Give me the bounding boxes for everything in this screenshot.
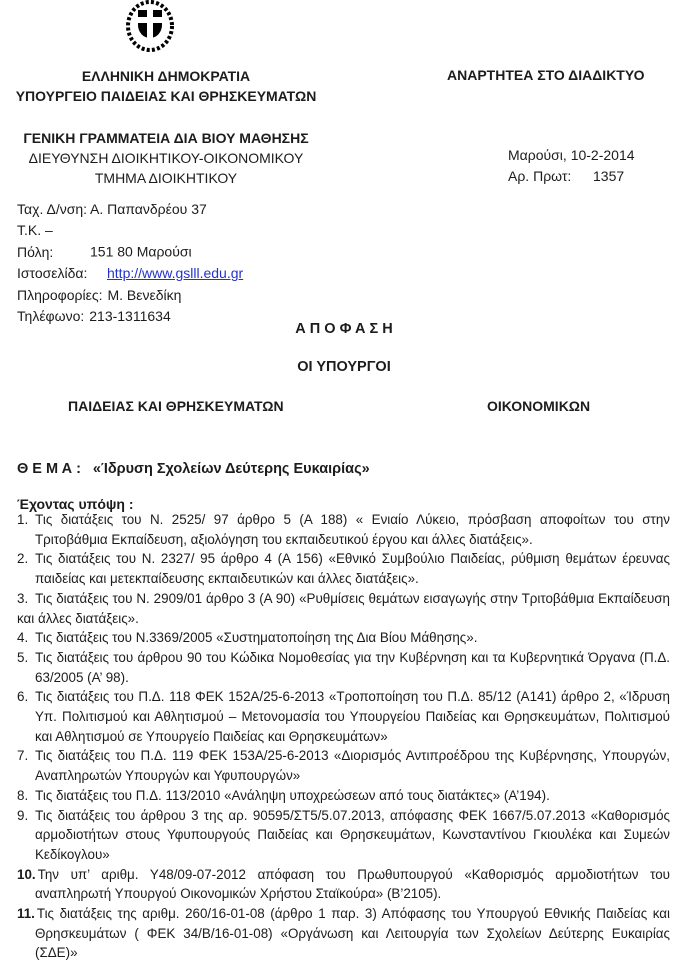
letterhead-spacer <box>0 106 332 128</box>
information-row <box>17 285 337 306</box>
consideration-item-3 <box>17 589 670 628</box>
item-number: 3. <box>17 590 29 606</box>
item-text: Τις διατάξεις του άρθρου 3 της αρ. 90595/ΣΤ5/5.07.2013, απόφασης ΦΕΚ 1667/5.07.2013 «Καθορισμός αρμοδιοτήτων στους Υφυπουργούς Παιδείας και Θρησκευμάτων, Κωνσταντίνου Γκιουλέκα και Συμεών Κεδίκογλου» <box>35 807 670 862</box>
item-text: Τις διατάξεις του Π.Δ. 119 ΦΕΚ 153Α/25-6-2013 «Διορισμός Αντιπροέδρου της Κυβέρνησης, Υπουργών, Αναπληρωτών Υπουργών και Υφυπουργών» <box>35 748 670 784</box>
item-text: Τις διατάξεις του Π.Δ. 113/2010 «Ανάληψη υποχρεώσεων από τους διατάκτες» (Α’194). <box>35 787 550 803</box>
considerations-list <box>17 510 670 963</box>
consideration-item-5 <box>17 648 670 687</box>
contact-block <box>17 199 337 327</box>
address-value: Α. Παπανδρέου 37 <box>90 201 207 217</box>
protocol-number: 1357 <box>593 168 625 184</box>
item-number: 9. <box>17 807 29 823</box>
telephone-label: Τηλέφωνο: <box>17 308 85 325</box>
item-number: 7. <box>17 748 29 764</box>
minister-finance: ΟΙΚΟΝΟΜΙΚΩΝ <box>487 398 591 414</box>
postal-code-row <box>17 220 337 263</box>
consideration-item-7 <box>17 746 670 785</box>
item-number: 2. <box>17 551 29 567</box>
protocol-label: Αρ. Πρωτ: <box>508 168 572 184</box>
postal-code-label: Τ.Κ. – Πόλη: <box>17 222 54 260</box>
information-value: Μ. Βενεδίκη <box>107 286 182 303</box>
item-number: 5. <box>17 649 29 665</box>
website-label: Ιστοσελίδα: <box>17 265 88 282</box>
item-number: 1. <box>17 512 29 527</box>
consideration-item-6 <box>17 687 670 746</box>
directorate-line: ΔΙΕΥΘΥΝΣΗ ΔΙΟΙΚΗΤΙΚΟΥ-ΟΙΚΟΝΟΜΙΚΟΥ <box>28 150 304 166</box>
subject-text: «Ίδρυση Σχολείων Δεύτερης Ευκαιρίας» <box>92 461 370 477</box>
decision-title: Α Π Ο Φ Α Σ Η <box>295 321 393 337</box>
website-row <box>17 263 337 284</box>
department-line: ΤΜΗΜΑ ΔΙΟΙΚΗΤΙΚΟΥ <box>94 170 238 186</box>
item-text: Τις διατάξεις του άρθρου 90 του Κώδικα Νομοθεσίας για την Κυβέρνηση και τα Κυβερνητικά Όργανα (Π.Δ. 63/2005 (Α’ 98). <box>35 649 670 685</box>
telephone-value: 213-1311634 <box>89 308 171 325</box>
greek-state-emblem-icon <box>119 0 181 54</box>
item-number: 8. <box>17 787 29 803</box>
consideration-item-1 <box>17 510 670 549</box>
ministry-line: ΥΠΟΥΡΓΕΙΟ ΠΑΙΔΕΙΑΣ ΚΑΙ ΘΡΗΣΚΕΥΜΑΤΩΝ <box>15 88 317 104</box>
minister-education: ΠΑΙΔΕΙΑΣ ΚΑΙ ΘΡΗΣΚΕΥΜΑΤΩΝ <box>68 398 284 414</box>
consideration-item-2 <box>17 549 670 588</box>
subject-line <box>17 461 370 477</box>
consideration-item-4 <box>17 628 670 648</box>
item-text: Τις διατάξεις του Ν. 2909/01 άρθρο 3 (Α 90) «Ρυθμίσεις θεμάτων εισαγωγής στην Τριτοβάθμια Εκπαίδευση και άλλες διατάξεις». <box>17 590 670 626</box>
posted-on-internet-label: ΑΝΑΡΤΗΤΕΑ ΣΤΟ ΔΙΑΔΙΚΤΥΟ <box>447 67 645 83</box>
consideration-item-11 <box>17 904 670 963</box>
address-row <box>17 199 337 220</box>
secretariat-line: ΓΕΝΙΚΗ ΓΡΑΜΜΑΤΕΙΑ ΔΙΑ ΒΙΟΥ ΜΑΘΗΣΗΣ <box>23 130 309 146</box>
information-label: Πληροφορίες: <box>17 286 103 303</box>
item-number: 4. <box>17 630 29 646</box>
item-text: Τις διατάξεις του Ν. 2327/ 95 άρθρο 4 (Α 156) «Εθνικό Συμβούλιο Παιδείας, ρύθμιση θεμάτων έρευνας παιδείας και μετεκπαίδευσης εκπαιδευτικών και άλλες διατάξεις». <box>35 551 670 587</box>
postal-code-value: 151 80 Μαρούσι <box>90 243 192 260</box>
address-label: Ταχ. Δ/νση: <box>17 201 88 217</box>
consideration-item-9 <box>17 806 670 865</box>
item-number: 10. <box>17 866 36 882</box>
subject-label: Θ Ε Μ Α : <box>17 461 81 477</box>
decision-subtitle: ΟΙ ΥΠΟΥΡΓΟΙ <box>297 359 391 375</box>
place-date: Μαρούσι, 10-2-2014 <box>508 147 635 163</box>
letterhead-left <box>0 66 332 188</box>
item-text: Τις διατάξεις της αριθμ. 260/16-01-08 (άρθρο 1 παρ. 3) Απόφασης του Υπουργού Εθνικής Παιδείας και Θρησκευμάτων ( ΦΕΚ 34/Β/16-01-08) «Οργάνωση και Λειτουργία των Σχολείων Δεύτερης Ευκαιρίας (ΣΔΕ)» <box>35 906 670 961</box>
consideration-item-8 <box>17 786 670 806</box>
item-text: Τις διατάξεις του Ν. 2525/ 97 άρθρο 5 (Α 188) « Ενιαίο Λύκειο, πρόσβαση αποφοίτων του στην Τριτοβάθμια Εκπαίδευση, αξιολόγηση του εκπαιδευτικού έργου και άλλες διατάξεις». <box>35 512 670 547</box>
republic-line: ΕΛΛΗΝΙΚΗ ΔΗΜΟΚΡΑΤΙΑ <box>81 68 251 84</box>
item-number: 11. <box>17 906 35 922</box>
item-number: 6. <box>17 689 29 705</box>
item-text: Τις διατάξεις του Ν.3369/2005 «Συστηματοποίηση της Δια Βίου Μάθησης». <box>35 630 478 646</box>
item-text: Την υπ’ αριθμ. Υ48/09-07-2012 απόφαση του Πρωθυπουργού «Καθορισμός αρμοδιοτήτων του αναπληρωτή Υπουργού Οικονομικών Χρήστου Σταϊκούρα» (Β’2105). <box>35 866 670 902</box>
website-link[interactable]: http://www.gslll.edu.gr <box>107 265 244 282</box>
consideration-item-10 <box>17 865 670 904</box>
considerations-intro: Έχοντας υπόψη : <box>17 496 134 512</box>
item-text: Τις διατάξεις του Π.Δ. 118 ΦΕΚ 152Α/25-6-2013 «Τροποποίηση του Π.Δ. 85/12 (Α141) άρθρο 2, «Ίδρυση Υπ. Πολιτισμού και Αθλητισμού – Μετονομασία του Υπουργείου Παιδείας και Θρησκευμάτων, Πολιτισμού και Αθλητισμού σε Υπουργείο Παιδείας και Θρησκευμάτων» <box>35 689 670 744</box>
